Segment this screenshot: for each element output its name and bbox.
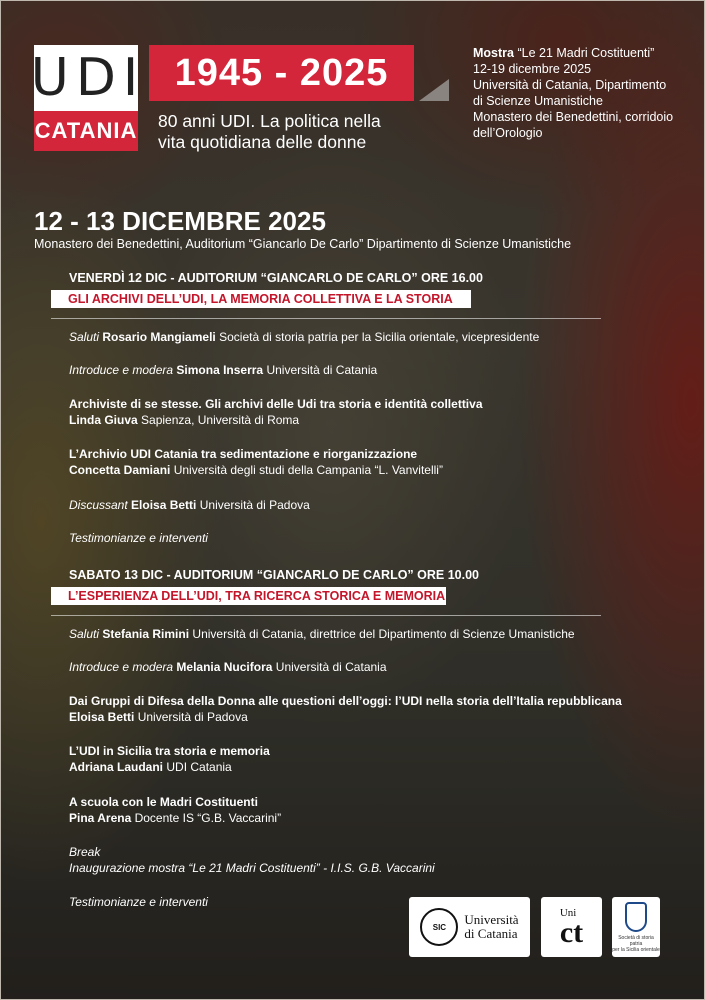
talk-title: L’UDI in Sicilia tra storia e memoria (69, 744, 270, 758)
closing-text: Testimonianze e interventi (69, 531, 208, 545)
exhibition-info (473, 45, 698, 141)
talk-title: Archiviste di se stesse. Gli archivi delle Udi tra storia e identità collettiva (69, 397, 483, 411)
session-2-talk-2 (69, 743, 270, 775)
session-2-closing (69, 894, 208, 910)
subtitle-line-2: vita quotidiana delle donne (158, 132, 367, 152)
item-name: Linda Giuva (69, 413, 138, 427)
exhibition-title: “Le 21 Madri Costituenti” (517, 46, 655, 60)
coat-of-arms-icon (625, 902, 647, 932)
closing-text: Testimonianze e interventi (69, 895, 208, 909)
item-role: Introduce e modera (69, 363, 174, 377)
item-affiliation: UDI Catania (166, 760, 232, 774)
session-1-divider (51, 318, 601, 319)
anniversary-subtitle (158, 111, 438, 153)
years-banner (149, 45, 414, 101)
item-affiliation: Università di Padova (199, 498, 310, 512)
talk-title: Dai Gruppi di Difesa della Donna alle questioni dell’oggi: l’UDI nella storia dell’Italia repubblicana (69, 694, 622, 708)
exhibition-label: Mostra (473, 46, 514, 60)
item-name: Melania Nucifora (176, 660, 273, 674)
event-venue: Monastero dei Benedettini, Auditorium “Giancarlo De Carlo” Dipartimento di Scienze Umanistiche (34, 237, 572, 251)
item-name: Eloisa Betti (69, 710, 135, 724)
session-2-moderator (69, 659, 387, 675)
unict-brand-logo (541, 897, 602, 957)
unict-brand (560, 907, 583, 947)
unict-brand-top: Uni (559, 907, 577, 919)
item-affiliation: Docente IS “G.B. Vaccarini” (134, 811, 282, 825)
session-2-banner (51, 587, 446, 605)
unict-logo (409, 897, 530, 957)
item-name: Simona Inserra (176, 363, 264, 377)
session-2-greetings (69, 626, 575, 642)
item-affiliation: Università degli studi della Campania “L. Vanvitelli” (173, 463, 443, 477)
seal-text: SIC (432, 922, 447, 932)
session-1-moderator (69, 362, 377, 378)
item-name: Rosario Mangiameli (102, 330, 216, 344)
exhibition-place-1: Università di Catania, Dipartimento (473, 78, 667, 92)
logo-letter-u: U (30, 48, 72, 108)
logo-city-band (34, 111, 138, 151)
exhibition-dates: 12-19 dicembre 2025 (473, 62, 592, 76)
item-affiliation: Società di storia patria per la Sicilia orientale, vicepresidente (219, 330, 540, 344)
talk-title: A scuola con le Madri Costituenti (69, 795, 258, 809)
item-role: Discussant (69, 498, 128, 512)
years-label: 1945 - 2025 (174, 51, 389, 94)
item-role: Introduce e modera (69, 660, 174, 674)
item-name: Concetta Damiani (69, 463, 171, 477)
exhibition-place-2: di Scienze Umanistiche (473, 94, 603, 108)
item-affiliation: Università di Catania (275, 660, 387, 674)
unict-line-1: Università (464, 912, 519, 927)
society-name (612, 935, 660, 953)
society-line-1: Società di storia patria (618, 934, 654, 947)
exhibition-title-line (473, 45, 698, 61)
logo-city: CATANIA (34, 118, 138, 143)
session-1-heading: VENERDÌ 12 DIC - AUDITORIUM “GIANCARLO DE CARLO” ORE 16.00 (69, 271, 483, 285)
session-2-heading: SABATO 13 DIC - AUDITORIUM “GIANCARLO DE CARLO” ORE 10.00 (69, 568, 479, 582)
item-name: Adriana Laudani (69, 760, 164, 774)
break-text: Inaugurazione mostra “Le 21 Madri Costituenti” - I.I.S. G.B. Vaccarini (69, 861, 435, 875)
item-affiliation: Università di Padova (137, 710, 248, 724)
subtitle-line-1: 80 anni UDI. La politica nella (158, 111, 381, 131)
logo-letter-i: I (122, 48, 142, 108)
university-seal-icon (420, 908, 458, 946)
session-2-banner-text: L’ESPERIENZA DELL’UDI, TRA RICERCA STORICA E MEMORIA (68, 589, 446, 603)
item-role: Saluti (69, 330, 100, 344)
exhibition-place-3: Monastero dei Benedettini, corridoio (473, 110, 674, 124)
session-1-closing (69, 530, 208, 546)
logo-letters (30, 45, 142, 111)
session-1-banner (51, 290, 471, 308)
unict-brand-bottom: ct (559, 916, 584, 949)
society-logo (612, 897, 660, 957)
item-name: Eloisa Betti (131, 498, 197, 512)
talk-title: L’Archivio UDI Catania tra sedimentazione e riorganizzazione (69, 447, 418, 461)
item-name: Pina Arena (69, 811, 132, 825)
item-affiliation: Università di Catania (266, 363, 378, 377)
session-1-greetings (69, 329, 539, 345)
session-1-discussant (69, 497, 310, 513)
session-2-talk-3 (69, 794, 281, 826)
event-dates: 12 - 13 DICEMBRE 2025 (34, 206, 326, 236)
item-role: Saluti (69, 627, 100, 641)
session-2-divider (51, 615, 601, 616)
exhibition-place-4: dell’Orologio (473, 126, 543, 140)
session-2-break (69, 844, 435, 876)
session-1-banner-text: GLI ARCHIVI DELL’UDI, LA MEMORIA COLLETTIVA E LA STORIA (68, 292, 453, 306)
unict-name (464, 913, 518, 941)
logo-letter-d: D (75, 48, 119, 108)
decorative-triangle (419, 79, 449, 101)
item-name: Stefania Rimini (102, 627, 190, 641)
item-affiliation: Università di Catania, direttrice del Dipartimento di Scienze Umanistiche (192, 627, 575, 641)
session-1-talk-2 (69, 446, 443, 478)
unict-line-2: di Catania (464, 926, 518, 941)
session-2-talk-1 (69, 693, 622, 725)
society-line-2: per la Sicilia orientale (612, 946, 660, 953)
session-1-talk-1 (69, 396, 483, 428)
break-label: Break (69, 845, 101, 859)
udi-catania-logo (30, 45, 142, 151)
item-affiliation: Sapienza, Università di Roma (141, 413, 300, 427)
